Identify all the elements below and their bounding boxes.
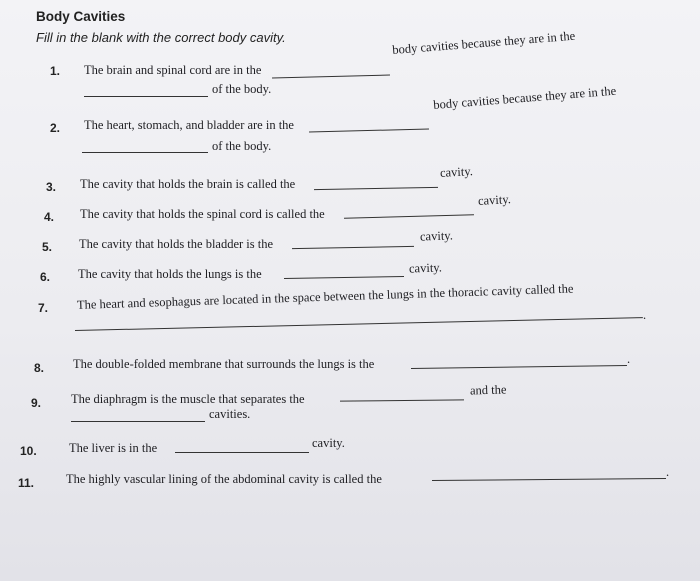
question-text: The cavity that holds the bladder is the bbox=[79, 237, 274, 251]
question-text: The cavity that holds the brain is called the bbox=[80, 177, 296, 191]
answer-blank[interactable] bbox=[344, 214, 474, 218]
question-text: The heart, stomach, and bladder are in the bbox=[84, 118, 294, 132]
question-text: The diaphragm is the muscle that separates the bbox=[71, 392, 305, 406]
question-number: 10. bbox=[20, 444, 37, 458]
question-text: cavity. bbox=[408, 260, 443, 276]
question-text: The cavity that holds the lungs is the bbox=[78, 267, 262, 281]
answer-blank[interactable] bbox=[75, 317, 643, 331]
question-number: 2. bbox=[50, 121, 61, 135]
question-number: 1. bbox=[50, 64, 61, 78]
answer-blank[interactable] bbox=[175, 452, 309, 453]
page-title: Body Cavities bbox=[36, 9, 126, 24]
question-text: of the body. bbox=[212, 139, 272, 153]
question-text: The double-folded membrane that surrounds the lungs is the bbox=[73, 357, 375, 371]
question-number: 4. bbox=[44, 210, 55, 224]
question-text: cavity. bbox=[477, 192, 512, 208]
answer-blank[interactable] bbox=[292, 246, 414, 249]
question-text: . bbox=[627, 352, 631, 366]
answer-blank[interactable] bbox=[71, 421, 205, 422]
question-text: cavities. bbox=[209, 407, 251, 421]
question-number: 6. bbox=[40, 270, 51, 284]
question-number: 5. bbox=[42, 240, 53, 254]
question-number: 11. bbox=[18, 476, 35, 490]
answer-blank[interactable] bbox=[340, 399, 464, 401]
question-text: of the body. bbox=[212, 82, 272, 96]
answer-blank[interactable] bbox=[314, 187, 438, 190]
instructions: Fill in the blank with the correct body cavity. bbox=[36, 30, 286, 45]
question-number: 7. bbox=[38, 301, 49, 315]
answer-blank[interactable] bbox=[411, 365, 627, 369]
question-text: and the bbox=[469, 382, 507, 398]
question-text: body cavities because they are in the bbox=[391, 28, 576, 58]
question-text: The liver is in the bbox=[69, 441, 158, 455]
answer-blank[interactable] bbox=[82, 152, 208, 153]
question-number: 9. bbox=[31, 396, 42, 410]
question-text: cavity. bbox=[439, 164, 474, 180]
question-text: The highly vascular lining of the abdominal cavity is called the bbox=[66, 472, 382, 486]
question-text: . bbox=[666, 465, 670, 479]
question-text: The brain and spinal cord are in the bbox=[84, 63, 262, 77]
question-text: body cavities because they are in the bbox=[432, 83, 617, 113]
question-text: . bbox=[643, 308, 647, 322]
answer-blank[interactable] bbox=[84, 96, 208, 97]
answer-blank[interactable] bbox=[272, 75, 390, 79]
answer-blank[interactable] bbox=[432, 478, 666, 481]
question-text: cavity. bbox=[312, 436, 345, 450]
answer-blank[interactable] bbox=[284, 276, 404, 279]
answer-blank[interactable] bbox=[309, 129, 429, 133]
question-number: 3. bbox=[46, 180, 57, 194]
question-text: The cavity that holds the spinal cord is called the bbox=[80, 207, 325, 221]
question-text: cavity. bbox=[419, 228, 454, 244]
question-text: The heart and esophagus are located in the space between the lungs in the thoracic cavity called the bbox=[76, 281, 574, 312]
question-number: 8. bbox=[34, 361, 45, 375]
